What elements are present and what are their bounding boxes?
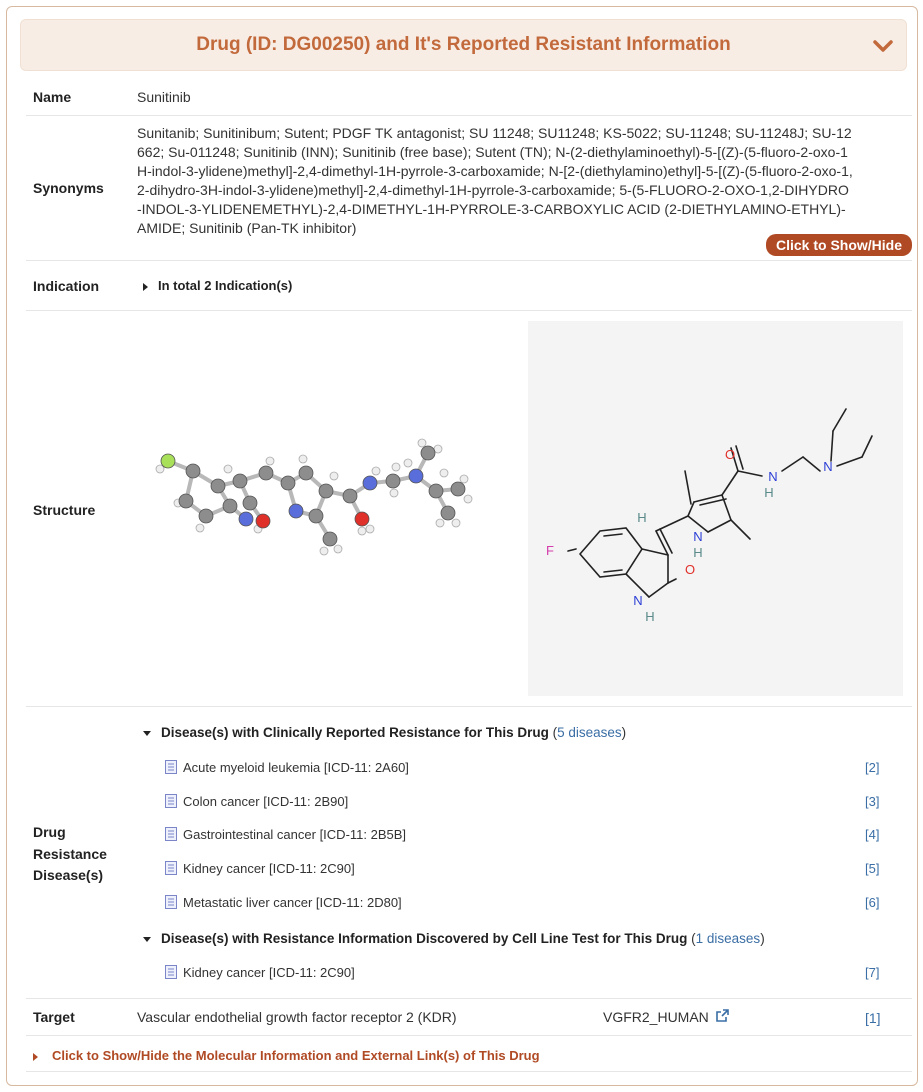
uniprot-id: VGFR2_HUMAN xyxy=(603,1009,709,1025)
atom-label-N: N xyxy=(823,459,833,474)
count-paren: ( xyxy=(552,725,558,740)
synonyms-line: 662; Su-011248; Sunitinib (INN); Sunitinib (free base); Sutent (TN); N-(2-diethylaminoethyl)-5-[(Z)-(5-fluoro-2-oxo-1 xyxy=(137,144,848,160)
molecular-info-row xyxy=(26,1036,912,1072)
atom-label-F: F xyxy=(546,543,554,558)
document-icon xyxy=(165,861,177,875)
resistance-label xyxy=(33,822,107,887)
structure-row xyxy=(26,311,912,707)
structure-label: Structure xyxy=(33,502,96,518)
count-paren: ( xyxy=(691,931,696,946)
disease-item[interactable] xyxy=(165,965,355,980)
3d-structure-image xyxy=(138,431,478,591)
disease-item[interactable] xyxy=(165,895,402,910)
external-link-icon xyxy=(715,1009,729,1023)
clinical-section-toggle[interactable] xyxy=(143,725,626,740)
indication-row xyxy=(26,261,912,311)
reference-link[interactable]: [4] xyxy=(865,827,880,842)
resistance-label-line: Drug xyxy=(33,824,66,840)
uniprot-link[interactable] xyxy=(603,1009,729,1025)
atom-label-O: O xyxy=(724,447,736,462)
caret-down-icon xyxy=(143,937,151,942)
synonyms-text xyxy=(137,124,909,238)
clinical-heading: Disease(s) with Clinically Reported Resistance for This Drug xyxy=(161,725,549,740)
cellline-count xyxy=(691,931,765,946)
disease-name: Colon cancer [ICD-11: 2B90] xyxy=(183,794,349,809)
atom-label-N: N xyxy=(768,469,778,484)
panel-title: Drug (ID: DG00250) and It's Reported Resistant Information xyxy=(196,34,731,55)
synonyms-line: Sunitanib; Sunitinibum; Sutent; PDGF TK antagonist; SU 11248; SU11248; KS-5022; SU-11248; SU-11248J; SU-12 xyxy=(137,125,852,141)
atom-label-H: H xyxy=(764,485,774,500)
drug-name: Sunitinib xyxy=(137,89,191,105)
reference-link[interactable]: [7] xyxy=(865,965,880,980)
disease-item[interactable] xyxy=(165,794,348,809)
disease-item[interactable] xyxy=(165,760,409,775)
name-label: Name xyxy=(33,89,72,105)
atom-label-N: N xyxy=(633,593,643,608)
reference-link[interactable]: [2] xyxy=(865,760,880,775)
resistance-label-line: Resistance xyxy=(33,845,107,862)
cellline-section-toggle[interactable] xyxy=(143,931,765,946)
atom-label-H: H xyxy=(693,545,703,560)
disease-item[interactable] xyxy=(165,827,406,842)
indication-label: Indication xyxy=(33,278,100,294)
2d-structure-image xyxy=(528,321,903,696)
atom-label-O: O xyxy=(684,562,696,577)
disease-name: Kidney cancer [ICD-11: 2C90] xyxy=(183,965,355,980)
caret-down-icon xyxy=(143,731,151,736)
chevron-down-icon[interactable] xyxy=(872,37,894,55)
caret-right-icon xyxy=(33,1053,38,1061)
atom-label-H: H xyxy=(637,510,647,525)
indication-toggle[interactable] xyxy=(143,278,292,293)
document-icon xyxy=(165,827,177,841)
disease-item[interactable] xyxy=(165,861,355,876)
atom-label-N: N xyxy=(693,529,703,544)
resistance-row xyxy=(26,707,912,999)
name-row xyxy=(26,75,912,116)
synonyms-toggle-button[interactable]: Click to Show/Hide xyxy=(766,234,912,256)
cellline-count-link[interactable]: 1 diseases xyxy=(695,931,761,946)
reference-link[interactable]: [3] xyxy=(865,794,880,809)
disease-name: Kidney cancer [ICD-11: 2C90] xyxy=(183,861,355,876)
synonyms-line: 2-dihydro-3H-indol-3-ylidene)methyl]-2,4-dimethyl-1H-pyrrole-3-carboxamide; 5-(5-FLUORO-2-OXO-1,2-DIHYDRO xyxy=(137,182,849,198)
atom-label-H: H xyxy=(645,609,655,624)
caret-right-icon xyxy=(143,283,148,291)
document-icon xyxy=(165,965,177,979)
target-name: Vascular endothelial growth factor receptor 2 (KDR) xyxy=(137,1009,457,1025)
count-paren: ) xyxy=(760,931,765,946)
reference-link[interactable]: [5] xyxy=(865,861,880,876)
disease-name: Metastatic liver cancer [ICD-11: 2D80] xyxy=(183,895,402,910)
document-icon xyxy=(165,895,177,909)
disease-name: Gastrointestinal cancer [ICD-11: 2B5B] xyxy=(183,827,407,842)
resistance-label-line: Disease(s) xyxy=(33,867,104,883)
drug-panel xyxy=(6,6,918,1086)
synonyms-line: AMIDE; Sunitinib (Pan-TK inhibitor) xyxy=(137,220,357,236)
target-label: Target xyxy=(33,1009,75,1025)
cellline-heading: Disease(s) with Resistance Information Discovered by Cell Line Test for This Drug xyxy=(161,931,688,946)
indication-toggle-label: In total 2 Indication(s) xyxy=(158,278,293,293)
clinical-count xyxy=(553,725,627,740)
synonyms-row xyxy=(26,116,912,261)
reference-link[interactable]: [6] xyxy=(865,895,880,910)
count-paren: ) xyxy=(621,725,627,740)
target-row xyxy=(26,999,912,1036)
document-icon xyxy=(165,760,177,774)
reference-link[interactable]: [1] xyxy=(865,1010,881,1026)
panel-header[interactable] xyxy=(20,19,907,71)
molecular-info-toggle-label: Click to Show/Hide the Molecular Information and External Link(s) of This Drug xyxy=(52,1048,540,1063)
synonyms-line: -INDOL-3-YLIDENEMETHYL)-2,4-DIMETHYL-1H-PYRROLE-3-CARBOXYLIC ACID (2-DIETHYLAMINO-ETHYL)- xyxy=(137,201,846,217)
disease-name: Acute myeloid leukemia [ICD-11: 2A60] xyxy=(183,760,409,775)
document-icon xyxy=(165,794,177,808)
clinical-count-link[interactable]: 5 diseases xyxy=(557,725,622,740)
synonyms-line: H-indol-3-ylidene)methyl]-2,4-dimethyl-1H-pyrrole-3-carboxamide; N-[2-(diethylamino)ethyl]-5-[(Z)-(5-fluoro-2-oxo-1, xyxy=(137,163,853,179)
molecular-info-toggle[interactable] xyxy=(33,1048,540,1063)
synonyms-label: Synonyms xyxy=(33,180,104,196)
